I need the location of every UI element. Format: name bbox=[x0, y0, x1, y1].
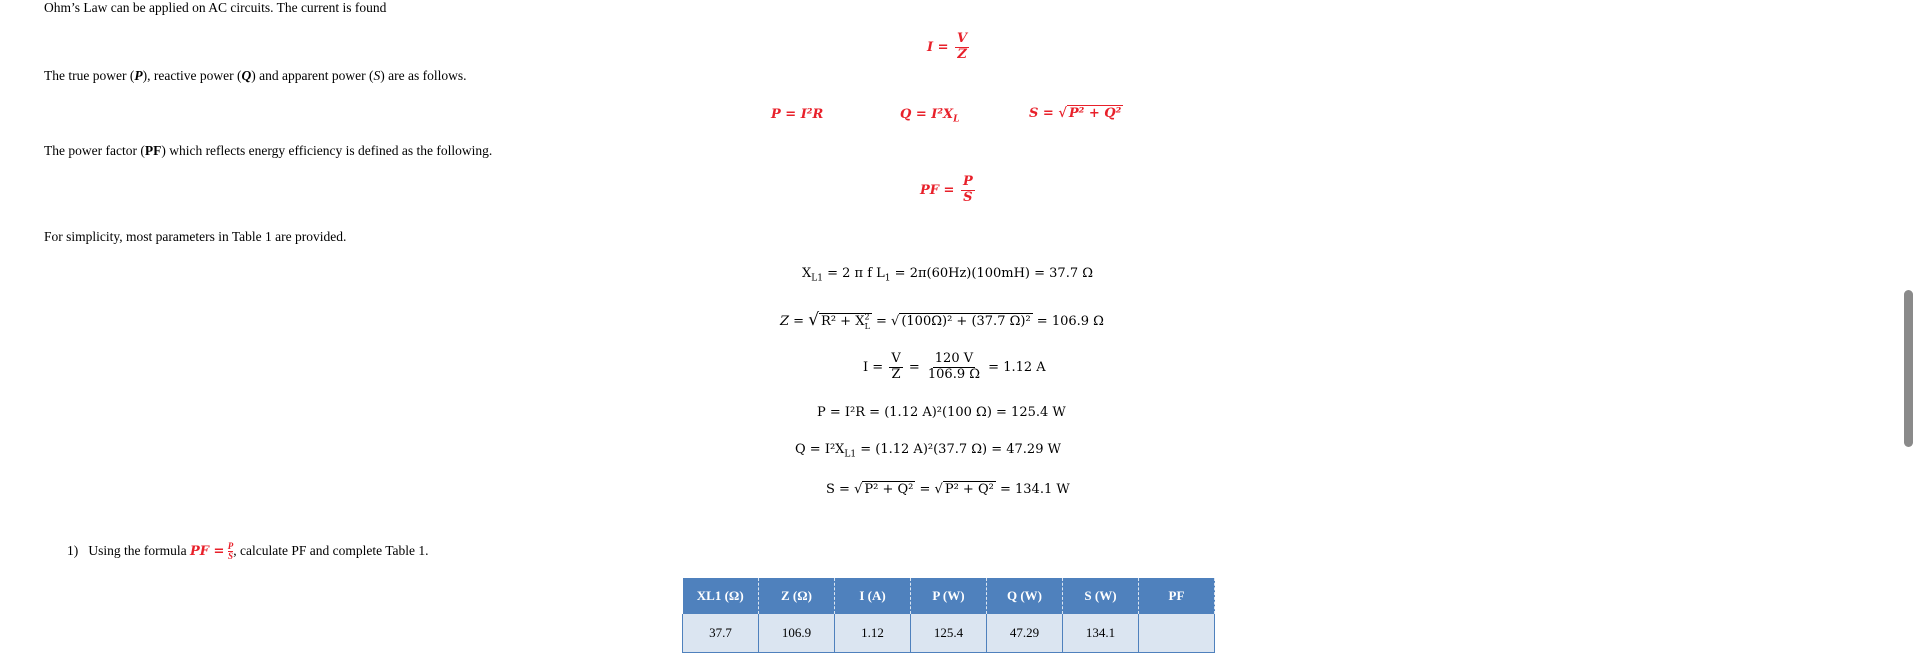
formula-apparent-power-radicand: P² + Q² bbox=[1068, 106, 1122, 121]
table-cell-pf[interactable] bbox=[1139, 614, 1215, 653]
formula-apparent-power-lhs: S = bbox=[1029, 106, 1054, 121]
formula-pf-denominator: S bbox=[963, 189, 973, 205]
p3-text-post: ) which reflects energy efficiency is defined as the following. bbox=[161, 143, 493, 158]
formula-true-power: P = I²R bbox=[771, 107, 824, 122]
formula-apparent-power bbox=[1029, 106, 1123, 121]
question-text-pre: Using the formula bbox=[88, 543, 190, 559]
calc-i-fraction1 bbox=[889, 352, 902, 383]
formula-pf-fraction bbox=[961, 175, 975, 206]
p2-text-post: ) are as follows. bbox=[380, 68, 467, 83]
table-cell-xl1: 37.7 bbox=[683, 614, 759, 653]
paragraph-power-factor bbox=[44, 143, 492, 159]
table-header-q: Q (W) bbox=[987, 578, 1063, 614]
calc-xl: X bbox=[802, 266, 812, 281]
calc-i-eq: = bbox=[908, 359, 920, 375]
vertical-scrollbar[interactable] bbox=[1902, 0, 1916, 664]
paragraph-simplicity: For simplicity, most parameters in Table 1 are provided. bbox=[44, 229, 347, 244]
calc-true-power: P = I²R = (1.12 A)²(100 Ω) = 125.4 W bbox=[817, 405, 1066, 420]
calc-i-num2: 120 V bbox=[934, 351, 974, 366]
calc-z-lhs: Z = bbox=[780, 314, 805, 329]
table-cell-z: 106.9 bbox=[759, 614, 835, 653]
calc-z-eq: = bbox=[871, 314, 892, 329]
paragraph-ohms-law: Ohm’s Law can be applied on AC circuits. The current is found bbox=[44, 0, 387, 15]
calc-z-tail: = 106.9 Ω bbox=[1032, 314, 1104, 329]
calc-z-rad1: R² + X bbox=[821, 314, 865, 329]
formula-ohm-denominator: Z bbox=[957, 46, 967, 62]
table-header-i: I (A) bbox=[835, 578, 911, 614]
p2-text-mid1: ), reactive power ( bbox=[142, 68, 242, 83]
formula-ohm bbox=[927, 32, 971, 63]
table-header-pf: PF bbox=[1139, 578, 1215, 614]
calc-i-den1: Z bbox=[891, 366, 901, 382]
table-header-xl1 bbox=[683, 578, 759, 614]
calc-xl-rest: = 2 π f L bbox=[822, 266, 885, 281]
table-header-s: S (W) bbox=[1063, 578, 1139, 614]
table-cell-p: 125.4 bbox=[911, 614, 987, 653]
formula-reactive-power-main: Q = I²X bbox=[900, 107, 954, 122]
table-cell-s: 134.1 bbox=[1063, 614, 1139, 653]
scrollbar-thumb[interactable] bbox=[1904, 290, 1913, 447]
question-1 bbox=[67, 542, 429, 562]
p2-S: S bbox=[373, 68, 381, 83]
calc-reactance bbox=[802, 266, 1093, 284]
calc-q-post: = (1.12 A)²(37.7 Ω) = 47.29 W bbox=[856, 442, 1061, 457]
table-header-z: Z (Ω) bbox=[759, 578, 835, 614]
p2-P: P bbox=[134, 68, 143, 83]
calc-s-sqrt2: √ P² + Q² bbox=[934, 482, 994, 497]
calc-xl-sub: L1 bbox=[811, 273, 823, 284]
calc-z-rad2: (100Ω)² + (37.7 Ω)² bbox=[901, 314, 1031, 329]
calc-s-rad1: P² + Q² bbox=[864, 482, 914, 497]
formula-pf-numerator: P bbox=[962, 174, 973, 189]
calc-s-pre: S = bbox=[826, 482, 855, 497]
formula-power-factor bbox=[920, 175, 977, 206]
calc-xl-sub2: 1 bbox=[884, 273, 891, 284]
formula-ohm-fraction bbox=[955, 32, 969, 63]
calc-z-sqrt2: √ (100Ω)² + (37.7 Ω)² bbox=[891, 314, 1031, 329]
calc-i-fraction2 bbox=[926, 352, 982, 383]
calc-i-num1: V bbox=[891, 351, 901, 366]
calc-s-eq: = bbox=[915, 482, 935, 497]
formula-pf-lhs: PF = bbox=[920, 182, 955, 198]
paragraph-power bbox=[44, 68, 466, 84]
question-text-post: , calculate PF and complete Table 1. bbox=[233, 543, 429, 559]
formula-ohm-lhs: I = bbox=[927, 39, 949, 55]
calc-reactive-power bbox=[795, 442, 1061, 460]
calc-xl-tail: = 2π(60Hz)(100mH) = 37.7 Ω bbox=[890, 266, 1094, 281]
table-header-xl1-label: XL1 (Ω) bbox=[696, 588, 744, 603]
question-pf-num: P bbox=[227, 541, 234, 551]
sqrt-symbol: √ P² + Q² bbox=[1058, 106, 1122, 121]
table-header-row bbox=[683, 578, 1215, 614]
question-pf-den: S bbox=[228, 551, 234, 562]
calc-q-pre: Q = I²X bbox=[795, 442, 845, 457]
calc-i-den2: 106.9 Ω bbox=[927, 366, 981, 382]
formula-ohm-numerator: V bbox=[957, 31, 968, 46]
p3-PF: PF bbox=[144, 143, 162, 158]
calc-z-rad1-sup: 2 bbox=[864, 312, 870, 322]
calc-q-sub: L1 bbox=[844, 449, 857, 460]
formula-reactive-power bbox=[900, 107, 959, 125]
table-header-p: P (W) bbox=[911, 578, 987, 614]
calc-s-tail: = 134.1 W bbox=[995, 482, 1070, 497]
table-cell-i: 1.12 bbox=[835, 614, 911, 653]
question-pf-lhs: PF = bbox=[189, 544, 225, 560]
p2-text-pre: The true power ( bbox=[44, 68, 135, 83]
question-number: 1) bbox=[67, 543, 79, 559]
table-1 bbox=[682, 578, 1215, 653]
calc-impedance bbox=[780, 310, 1104, 331]
calc-z-rad1-sub: L bbox=[864, 321, 870, 331]
calc-i-tail: = 1.12 A bbox=[988, 359, 1046, 375]
calc-z-sqrt1 bbox=[819, 313, 872, 331]
calc-s-sqrt1: √ P² + Q² bbox=[854, 482, 914, 497]
sqrt-symbol: √ bbox=[808, 310, 820, 330]
table-row bbox=[683, 614, 1215, 653]
formula-reactive-power-sub: L bbox=[953, 114, 960, 125]
calc-i-lhs: I = bbox=[863, 359, 884, 375]
calc-current bbox=[863, 352, 1046, 383]
p3-text-pre: The power factor ( bbox=[44, 143, 145, 158]
p2-Q: Q bbox=[241, 68, 252, 83]
table-cell-q: 47.29 bbox=[987, 614, 1063, 653]
calc-s-rad2: P² + Q² bbox=[944, 482, 994, 497]
p2-text-mid2: ) and apparent power ( bbox=[251, 68, 374, 83]
calc-apparent-power bbox=[826, 482, 1070, 497]
